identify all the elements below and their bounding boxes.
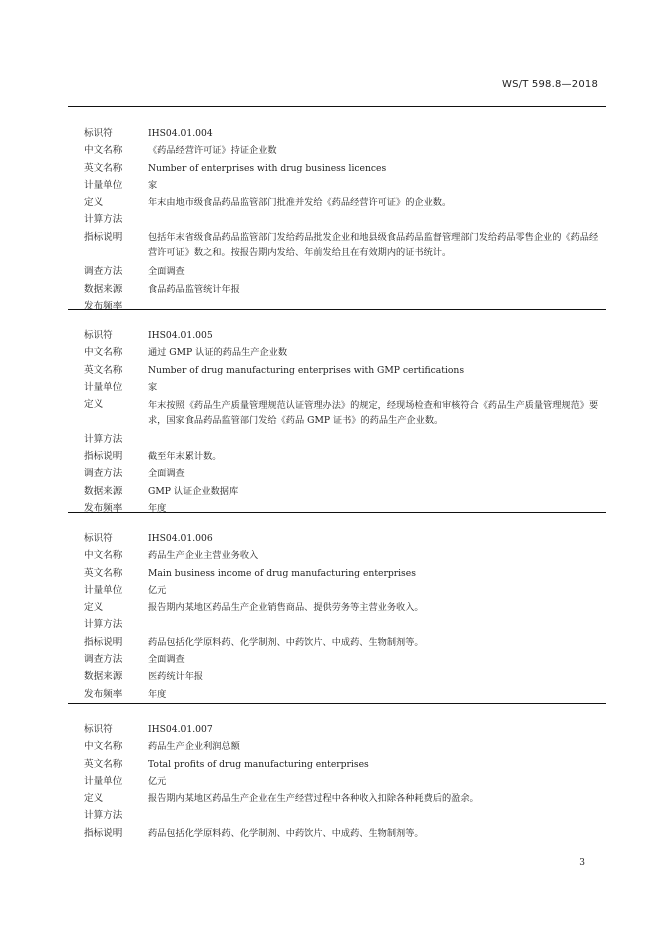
field-value: IHS04.01.005 (148, 330, 213, 341)
field-row (84, 668, 604, 685)
field-label: 计量单位 (84, 179, 123, 191)
field-value: 医药统计年报 (148, 671, 204, 683)
field-value: 截至年末累计数。 (148, 451, 222, 463)
field-label: 标识符 (84, 128, 113, 139)
field-value: 全面调查 (148, 654, 185, 666)
field-row (84, 790, 604, 807)
field-row (84, 125, 604, 142)
field-value: 年末按照《药品生产质量管理规范认证管理办法》的规定，经现场检查和审核符合《药品生产质量管理规范》要求，国家食品药品监管部门发给《药品 GMP 证书》的药品生产企业数。 (148, 399, 599, 426)
field-label: 定义 (84, 793, 104, 805)
field-label: 指标说明 (84, 451, 123, 463)
field-value: 药品生产企业利润总额 (148, 741, 240, 753)
field-row (84, 160, 604, 177)
field-row (84, 483, 604, 500)
field-label: 发布频率 (84, 300, 123, 312)
field-label: 定义 (84, 197, 104, 209)
field-row (84, 634, 604, 651)
field-row (84, 582, 604, 599)
field-label: 数据来源 (84, 671, 123, 683)
field-row (84, 465, 604, 482)
indicator-entry-ihs04-01-005 (84, 327, 604, 517)
field-label: 标识符 (84, 724, 113, 735)
standard-code: WS/T 598.8—2018 (502, 79, 598, 90)
field-row (84, 263, 604, 280)
field-label: 发布频率 (84, 502, 123, 514)
field-row (84, 327, 604, 344)
field-label: 英文名称 (84, 567, 123, 579)
field-value: 药品包括化学原料药、化学制剂、中药饮片、中成药、生物制剂等。 (148, 636, 424, 648)
field-value: 家 (148, 381, 158, 393)
field-label: 定义 (84, 602, 104, 614)
field-row (84, 431, 604, 448)
field-label: 数据来源 (84, 283, 123, 295)
field-label: 调查方法 (84, 468, 123, 480)
field-value: 家 (148, 179, 158, 191)
field-row (84, 211, 604, 228)
field-row (84, 616, 604, 633)
field-row (84, 281, 604, 298)
field-value: GMP 认证企业数据库 (148, 485, 239, 497)
field-label: 指标说明 (84, 827, 123, 839)
field-row (84, 344, 604, 361)
field-label: 发布频率 (84, 688, 123, 700)
field-value: 亿元 (148, 584, 167, 596)
field-label: 中文名称 (84, 550, 123, 562)
entry-divider (68, 309, 606, 310)
field-row (84, 773, 604, 790)
field-label: 计量单位 (84, 584, 123, 596)
field-row (84, 298, 604, 315)
field-row (84, 500, 604, 517)
field-label: 计量单位 (84, 775, 123, 787)
field-row (84, 721, 604, 738)
field-label: 标识符 (84, 330, 113, 341)
field-row (84, 194, 604, 211)
header-rule (68, 106, 606, 107)
field-value: 药品包括化学原料药、化学制剂、中药饮片、中成药、生物制剂等。 (148, 827, 424, 839)
field-row (84, 565, 604, 582)
field-value: 报告期内某地区药品生产企业在生产经营过程中各种收入扣除各种耗费后的盈余。 (148, 793, 479, 805)
field-value: Number of enterprises with drug business licences (148, 162, 387, 174)
field-row (84, 396, 604, 431)
field-value: 全面调查 (148, 266, 185, 278)
field-row (84, 547, 604, 564)
field-value: IHS04.01.007 (148, 724, 213, 735)
field-value: 年末由地市级食品药品监管部门批准并发给《药品经营许可证》的企业数。 (148, 197, 452, 209)
entry-divider (68, 512, 606, 513)
field-label: 计量单位 (84, 381, 123, 393)
field-value: 亿元 (148, 775, 167, 787)
field-row (84, 807, 604, 824)
field-value: IHS04.01.006 (148, 533, 213, 544)
field-row (84, 177, 604, 194)
field-row (84, 651, 604, 668)
page-number: 3 (579, 858, 585, 868)
field-label: 中文名称 (84, 145, 123, 157)
field-row (84, 379, 604, 396)
field-value: 年度 (148, 688, 167, 700)
field-row (84, 738, 604, 755)
field-value: Main business income of drug manufacturing enterprises (148, 567, 416, 579)
indicator-entry-ihs04-01-007 (84, 721, 604, 842)
field-label: 英文名称 (84, 364, 123, 376)
field-value: 包括年末省级食品药品监管部门发给药品批发企业和地县级食品药品监督管理部门发给药品零售企业的《药品经营许可证》数之和。按报告期内发给、年前发给且在有效期内的证书统计。 (148, 232, 599, 259)
field-label: 调查方法 (84, 654, 123, 666)
field-row (84, 448, 604, 465)
field-label: 计算方法 (84, 214, 123, 226)
field-label: 中文名称 (84, 741, 123, 753)
field-row (84, 229, 604, 264)
field-label: 英文名称 (84, 162, 123, 174)
field-row (84, 599, 604, 616)
field-label: 指标说明 (84, 636, 123, 648)
field-value: 报告期内某地区药品生产企业销售商品、提供劳务等主营业务收入。 (148, 602, 424, 614)
field-label: 数据来源 (84, 485, 123, 497)
field-value: 年度 (148, 502, 167, 514)
indicator-entry-ihs04-01-006 (84, 530, 604, 703)
field-row (84, 686, 604, 703)
field-row (84, 362, 604, 379)
field-value: 药品生产企业主营业务收入 (148, 550, 259, 562)
field-label: 英文名称 (84, 758, 123, 770)
field-value: 通过 GMP 认证的药品生产企业数 (148, 347, 288, 359)
field-value: Number of drug manufacturing enterprises with GMP certifications (148, 364, 465, 376)
field-row (84, 756, 604, 773)
field-value: 《药品经营许可证》持证企业数 (148, 145, 277, 157)
field-label: 调查方法 (84, 266, 123, 278)
field-label: 标识符 (84, 533, 113, 544)
field-value: IHS04.01.004 (148, 128, 213, 139)
field-label: 计算方法 (84, 433, 123, 445)
field-label: 指标说明 (84, 231, 123, 243)
field-label: 计算方法 (84, 810, 123, 822)
field-label: 计算方法 (84, 619, 123, 631)
field-row (84, 530, 604, 547)
field-value: 全面调查 (148, 468, 185, 480)
field-label: 中文名称 (84, 347, 123, 359)
field-value: 食品药品监管统计年报 (148, 283, 240, 295)
field-label: 定义 (84, 399, 104, 411)
entry-divider (68, 703, 606, 704)
field-row (84, 825, 604, 842)
indicator-entry-ihs04-01-004 (84, 125, 604, 315)
field-value: Total profits of drug manufacturing enterprises (148, 758, 369, 770)
field-row (84, 142, 604, 159)
